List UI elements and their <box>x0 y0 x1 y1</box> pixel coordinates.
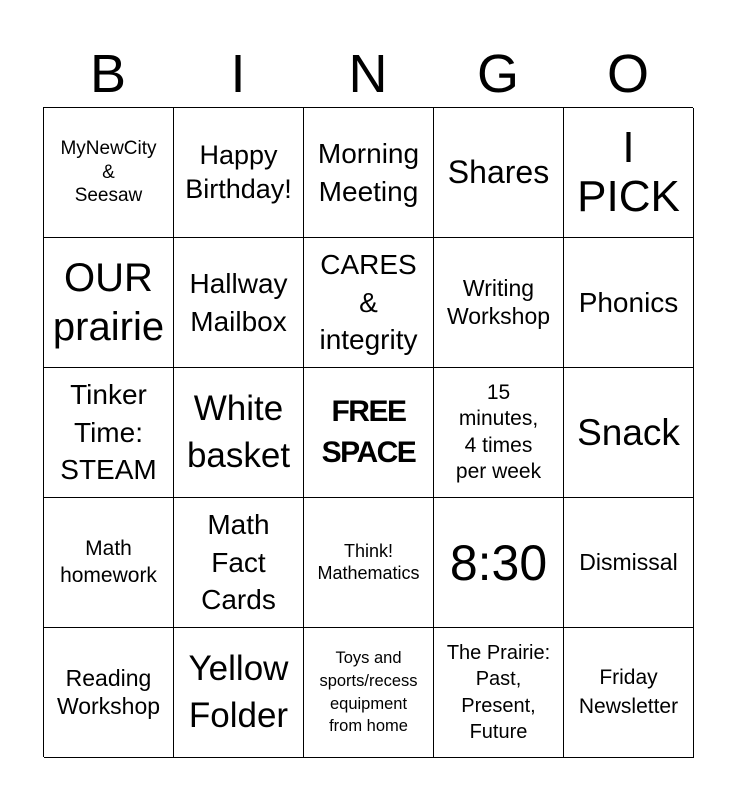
cell-text: Think! Mathematics <box>317 541 420 583</box>
bingo-cell[interactable] <box>434 238 564 368</box>
bingo-cell[interactable] <box>44 368 174 498</box>
cell-text: Shares <box>447 153 550 190</box>
bingo-cell[interactable] <box>304 108 434 238</box>
cell-text: Happy Birthday! <box>185 139 292 204</box>
bingo-cell[interactable] <box>304 628 434 758</box>
cell-text: Hallway Mailbox <box>189 267 288 337</box>
cell-text: 15 minutes, 4 times per week <box>455 381 542 483</box>
bingo-cell[interactable] <box>564 628 694 758</box>
bingo-cell[interactable] <box>174 108 304 238</box>
free-space-cell[interactable] <box>304 368 434 498</box>
bingo-cell[interactable] <box>434 628 564 758</box>
bingo-cell[interactable] <box>44 108 174 238</box>
cell-text: Phonics <box>578 286 679 318</box>
cell-text: OUR prairie <box>52 255 165 349</box>
cell-text: Yellow Folder <box>188 648 289 735</box>
cell-text: CARES & integrity <box>319 248 418 356</box>
bingo-cell[interactable] <box>174 628 304 758</box>
header-letter-o: O <box>606 44 649 104</box>
bingo-cell[interactable] <box>564 498 694 628</box>
bingo-cell[interactable] <box>564 108 694 238</box>
bingo-cell[interactable] <box>304 238 434 368</box>
cell-text: Dismissal <box>579 548 678 575</box>
bingo-header <box>43 40 693 108</box>
bingo-cell[interactable] <box>174 498 304 628</box>
bingo-cell[interactable] <box>564 368 694 498</box>
bingo-cell[interactable] <box>434 368 564 498</box>
bingo-cell[interactable] <box>434 498 564 628</box>
cell-text: Snack <box>577 411 680 453</box>
bingo-cell[interactable] <box>174 238 304 368</box>
cell-text: Math homework <box>60 537 157 587</box>
cell-text: Writing Workshop <box>446 274 551 329</box>
cell-text: Morning Meeting <box>317 137 420 207</box>
cell-text: Math Fact Cards <box>201 508 276 616</box>
cell-text: Reading Workshop <box>56 664 161 719</box>
cell-text: White basket <box>186 388 291 475</box>
bingo-cell[interactable] <box>174 368 304 498</box>
cell-text: Tinker Time: STEAM <box>60 378 157 486</box>
cell-text: I PICK <box>577 123 680 221</box>
cell-text: MyNewCity & Seesaw <box>60 137 157 207</box>
bingo-cell[interactable] <box>44 628 174 758</box>
bingo-cell[interactable] <box>564 238 694 368</box>
header-letter-i: I <box>230 44 246 104</box>
cell-text: 8:30 <box>449 534 548 591</box>
cell-text: Toys and sports/recess equipment from home <box>319 649 418 736</box>
cell-text: The Prairie: Past, Present, Future <box>446 641 551 743</box>
bingo-cell[interactable] <box>434 108 564 238</box>
free-space-logo: FREE SPACE <box>321 395 416 469</box>
bingo-cell[interactable] <box>44 498 174 628</box>
bingo-cell[interactable] <box>44 238 174 368</box>
header-letter-b: B <box>89 44 127 104</box>
cell-text: Friday Newsletter <box>578 666 679 718</box>
header-letter-n: N <box>348 44 388 104</box>
bingo-cell[interactable] <box>304 498 434 628</box>
header-letter-g: G <box>476 44 519 104</box>
bingo-card-grid <box>43 107 693 757</box>
